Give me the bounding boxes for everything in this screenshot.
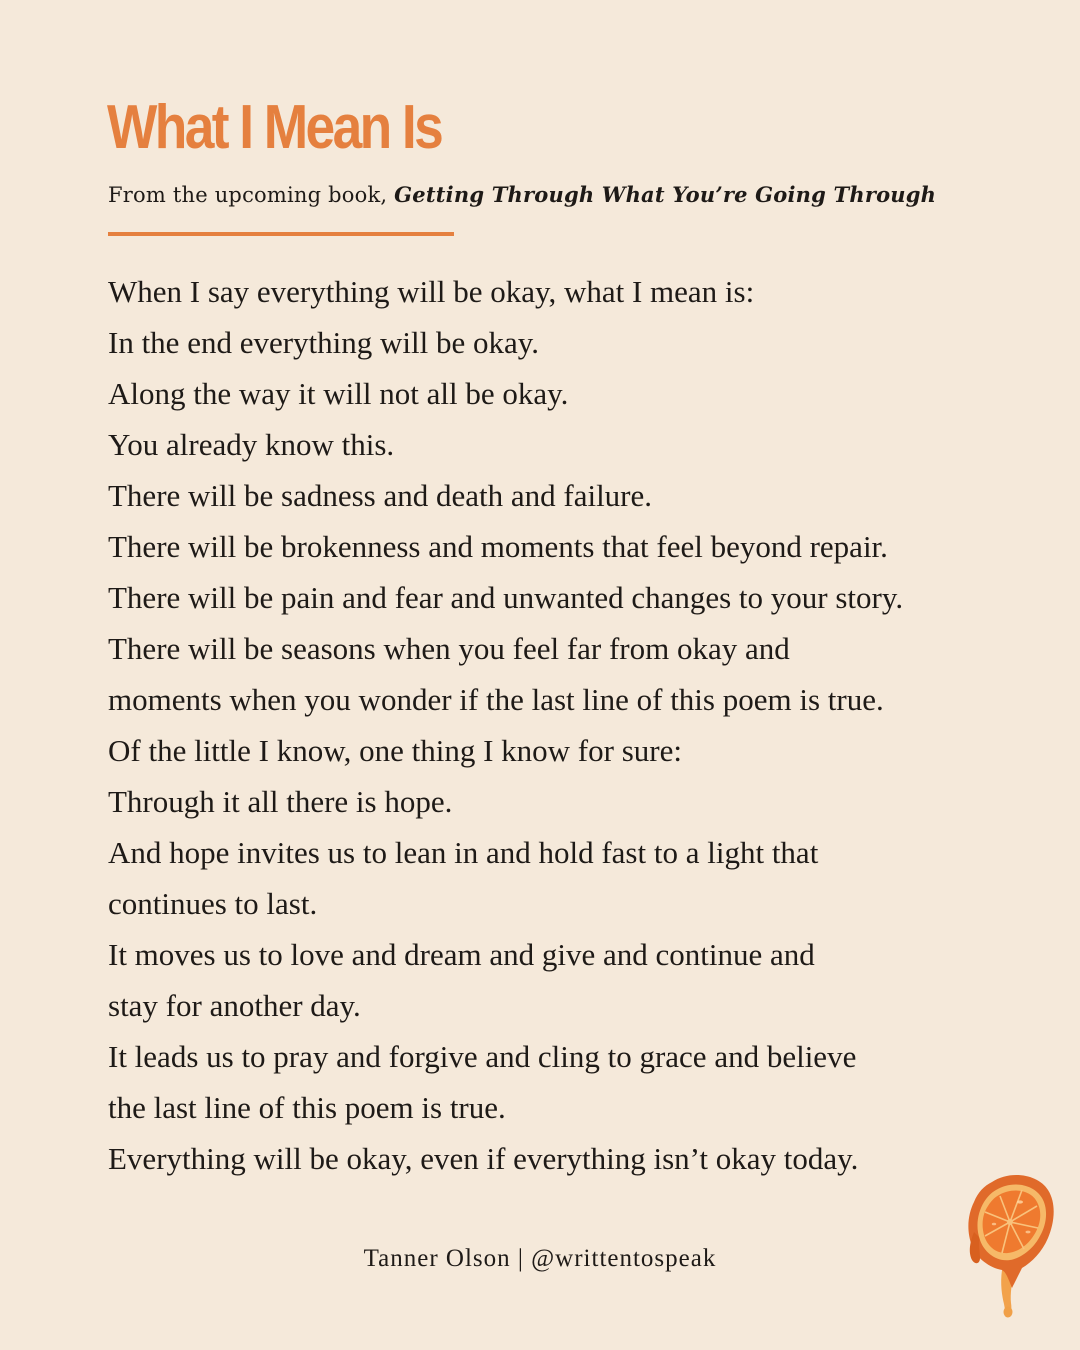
book-attribution: [108, 180, 936, 210]
poem-line: Through it all there is hope.: [108, 784, 453, 819]
poem-line: It leads us to pray and forgive and cling to grace and believe: [108, 1039, 857, 1074]
poem-line: Of the little I know, one thing I know for sure:: [108, 733, 682, 768]
poem-line: Everything will be okay, even if everything isn’t okay today.: [108, 1141, 859, 1176]
book-title: Getting Through What You’re Going Through: [394, 182, 937, 207]
dripping-orange-slice-icon: [962, 1172, 1058, 1318]
poem-line: There will be seasons when you feel far from okay and: [108, 631, 790, 666]
poem-line: There will be brokenness and moments that feel beyond repair.: [108, 529, 888, 564]
poem-line: It moves us to love and dream and give and continue and: [108, 937, 815, 972]
poem-line: the last line of this poem is true.: [108, 1090, 506, 1125]
poem-line: When I say everything will be okay, what I mean is:: [108, 274, 755, 309]
title-divider: [108, 232, 454, 236]
subtitle-prefix: From the upcoming book,: [108, 183, 395, 207]
poem-line: moments when you wonder if the last line of this poem is true.: [108, 682, 884, 717]
poem-line: In the end everything will be okay.: [108, 325, 540, 360]
poem-body: [108, 266, 1008, 1184]
poem-line: stay for another day.: [108, 988, 361, 1023]
poem-line: continues to last.: [108, 886, 318, 921]
poem-line: There will be sadness and death and failure.: [108, 478, 653, 513]
poem-line: Along the way it will not all be okay.: [108, 376, 569, 411]
poem-line: There will be pain and fear and unwanted changes to your story.: [108, 580, 904, 615]
poem-line: You already know this.: [108, 427, 395, 462]
poem-line: And hope invites us to lean in and hold fast to a light that: [108, 835, 819, 870]
author-credit: Tanner Olson | @writtentospeak: [363, 1245, 717, 1272]
poem-title: What I Mean Is: [107, 93, 442, 162]
